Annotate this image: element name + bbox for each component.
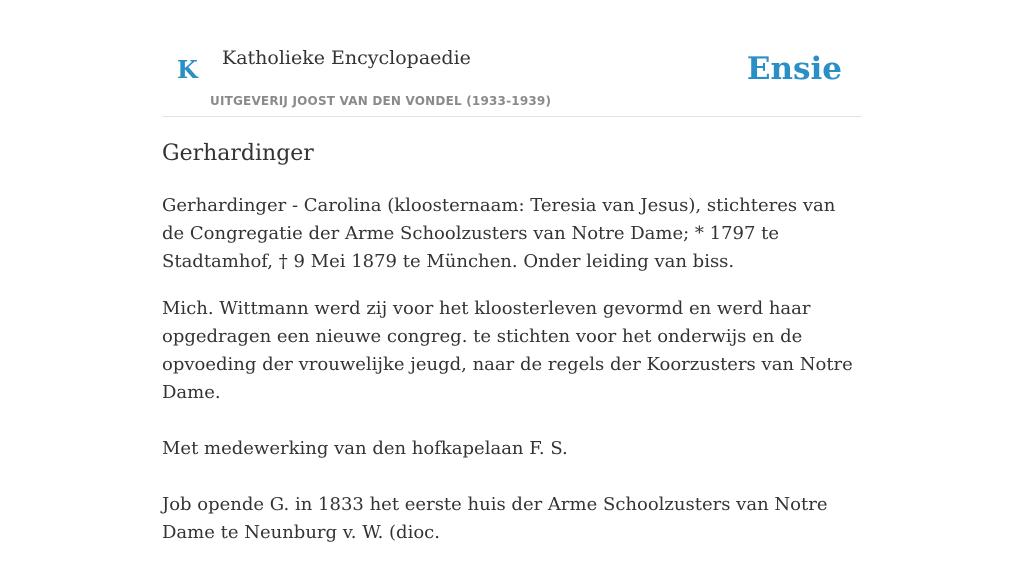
brand-logo[interactable]: Ensie bbox=[746, 51, 842, 87]
article bbox=[162, 138, 862, 566]
publication-title[interactable]: Katholieke Encyclopaedie bbox=[222, 47, 471, 69]
publication-subtitle: UITGEVERIJ JOOST VAN DEN VONDEL (1933-1939) bbox=[210, 94, 552, 108]
article-body bbox=[162, 192, 862, 547]
article-paragraph: Gerhardinger - Carolina (kloosternaam: Teresia van Jesus), stichteres van de Congregatie der Arme Schoolzusters van Notre Dame; * 1797 te Stadtamhof, † 9 Mei 1879 te München. Onder leiding van biss. bbox=[162, 195, 836, 272]
article-paragraph: Job opende G. in 1833 het eerste huis der Arme Schoolzusters van Notre Dame te Neunburg v. W. (dioc. bbox=[162, 494, 828, 543]
publication-logo[interactable]: K bbox=[177, 55, 198, 84]
article-title: Gerhardinger bbox=[162, 141, 314, 166]
article-paragraph: Met medewerking van den hofkapelaan F. S. bbox=[162, 438, 568, 459]
article-paragraph: Mich. Wittmann werd zij voor het kloosterleven gevormd en werd haar opgedragen een nieuwe congreg. te stichten voor het onderwijs en de opvoeding der vrouwelijke jeugd, naar de regels der Koorzusters van Notre Dame. bbox=[162, 298, 853, 403]
site-header bbox=[162, 0, 862, 117]
